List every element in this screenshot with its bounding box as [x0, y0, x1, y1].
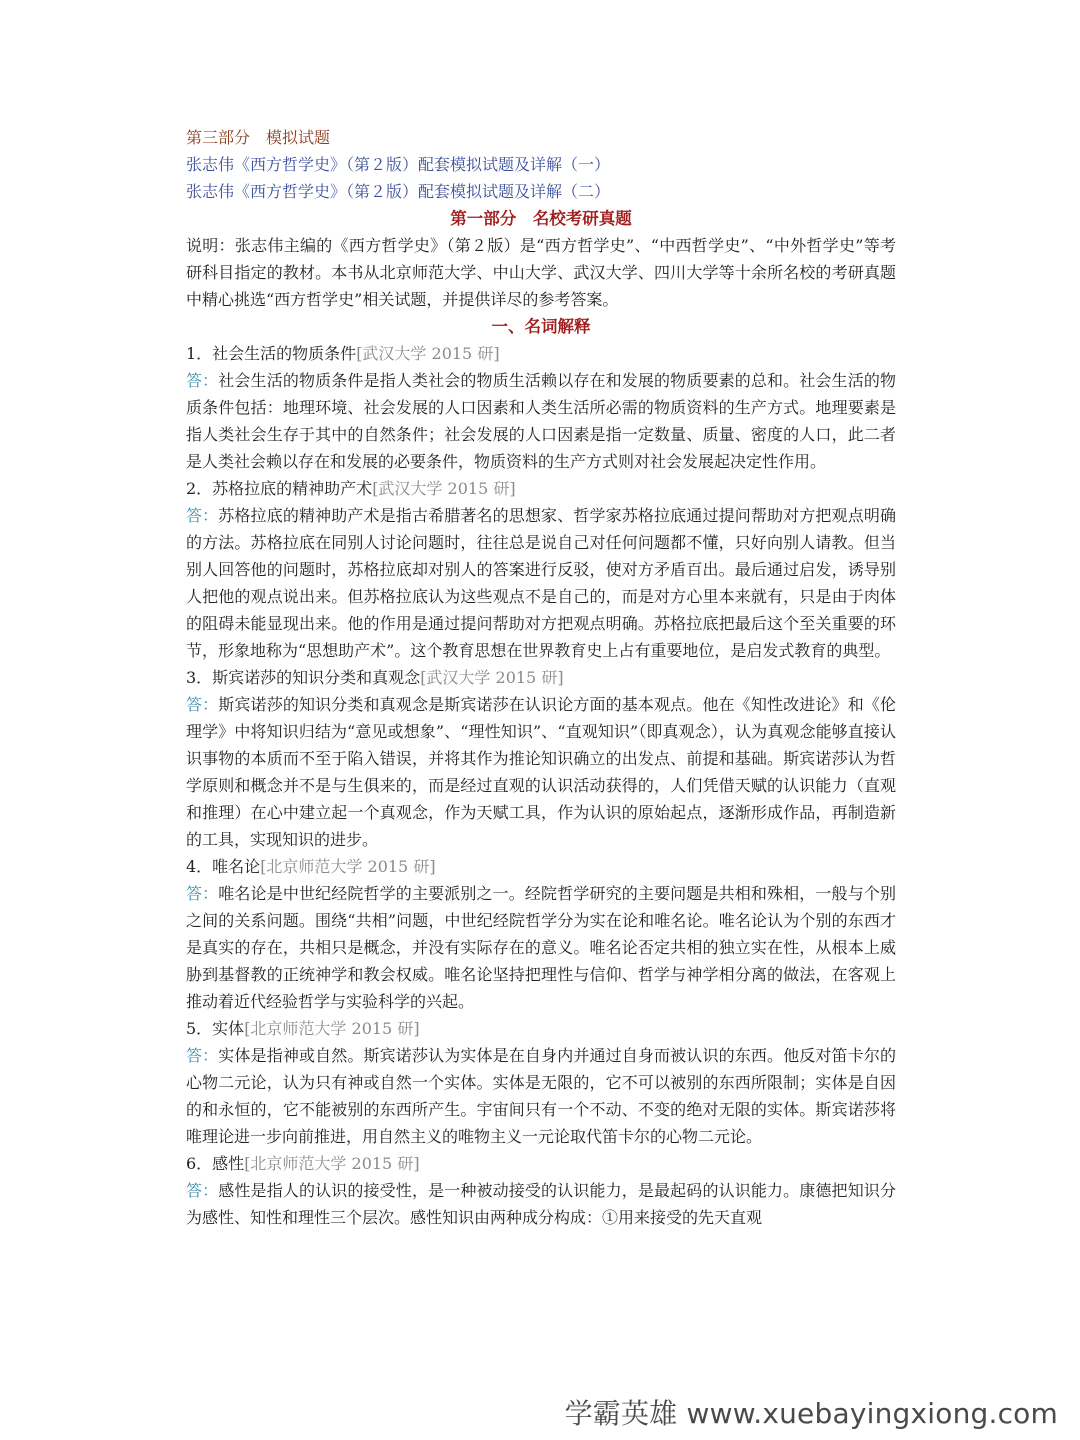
question-title [186, 340, 896, 367]
answer [186, 880, 896, 1015]
question-text: 2．苏格拉底的精神助产术 [186, 479, 373, 498]
answer [186, 502, 896, 664]
question-title [186, 853, 896, 880]
site-watermark: 学霸英雄 www.xuebayingxiong.com [564, 1397, 1058, 1430]
question-block-6 [186, 1150, 896, 1231]
question-title [186, 664, 896, 691]
answer-label: 答： [186, 1046, 219, 1065]
question-text: 1．社会生活的物质条件 [186, 344, 357, 363]
question-title [186, 1015, 896, 1042]
question-title [186, 1150, 896, 1177]
answer [186, 1177, 896, 1231]
answer [186, 367, 896, 475]
answer-text: 苏格拉底的精神助产术是指古希腊著名的思想家、哲学家苏格拉底通过提问帮助对方把观点明确的方法。苏格拉底在同别人讨论问题时，往往总是说自己对任何问题都不懂，只好向别人请教。但当别人回答他的问题时，苏格拉底却对别人的答案进行反驳，使对方矛盾百出。最后通过启发，诱导别人把他的观点说出来。但苏格拉底认为这些观点不是自己的，而是对方心里本来就有，只是由于肉体的阻碍未能显现出来。他的作用是通过提问帮助对方把观点明确。苏格拉底把最后这个至关重要的环节，形象地称为“思想助产术”。这个教育思想在世界教育史上占有重要地位，是启发式教育的典型。 [186, 506, 896, 660]
answer-text: 斯宾诺莎的知识分类和真观念是斯宾诺莎在认识论方面的基本观点。他在《知性改进论》和《伦理学》中将知识归结为“意见或想象”、“理性知识”、“直观知识”（即真观念），认为真观念能够直接认识事物的本质而不至于陷入错误，并将其作为推论知识确立的出发点、前提和基础。斯宾诺莎认为哲学原则和概念并不是与生俱来的，而是经过直观的认识活动获得的，人们凭借天赋的认识能力（直观和推理）在心中建立起一个真观念，作为天赋工具，作为认识的原始起点，逐渐形成作品，再制造新的工具，实现知识的进步。 [186, 695, 896, 849]
question-source: [武汉大学 2015 研] [372, 479, 516, 498]
question-source: [武汉大学 2015 研] [420, 668, 564, 687]
answer-label: 答： [186, 1181, 219, 1200]
question-block-2 [186, 475, 896, 664]
question-text: 6．感性 [186, 1154, 245, 1173]
section-title: 一、名词解释 [491, 317, 591, 336]
question-block-5 [186, 1015, 896, 1150]
intro-note: 说明：张志伟主编的《西方哲学史》（第２版）是“西方哲学史”、“中西哲学史”、“中外哲学史”等考研科目指定的教材。本书从北京师范大学、中山大学、武汉大学、四川大学等十余所名校的考研真题中精心挑选“西方哲学史”相关试题，并提供详尽的参考答案。 [186, 236, 896, 309]
toc-item-2[interactable]: 张志伟《西方哲学史》（第２版）配套模拟试题及详解（二） [186, 182, 611, 201]
question-text: 4．唯名论 [186, 857, 261, 876]
question-source: [武汉大学 2015 研] [356, 344, 500, 363]
answer-text: 社会生活的物质条件是指人类社会的物质生活赖以存在和发展的物质要素的总和。社会生活的物质条件包括：地理环境、社会发展的人口因素和人类生活所必需的物质资料的生产方式。地理要素是指人类社会生存于其中的自然条件；社会发展的人口因素是指一定数量、质量、密度的人口，此二者是人类社会赖以存在和发展的必要条件，物质资料的生产方式则对社会发展起决定性作用。 [186, 371, 896, 471]
answer-label: 答： [186, 506, 219, 525]
answer-text: 实体是指神或自然。斯宾诺莎认为实体是在自身内并通过自身而被认识的东西。他反对笛卡尔的心物二元论，认为只有神或自然一个实体。实体是无限的，它不可以被别的东西所限制；实体是自因的和永恒的，它不能被别的东西所产生。宇宙间只有一个不动、不变的绝对无限的实体。斯宾诺莎将唯理论进一步向前推进，用自然主义的唯物主义一元论取代笛卡尔的心物二元论。 [186, 1046, 896, 1146]
toc-item-1[interactable]: 张志伟《西方哲学史》（第２版）配套模拟试题及详解（一） [186, 155, 611, 174]
question-source: [北京师范大学 2015 研] [244, 1154, 420, 1173]
question-block-4 [186, 853, 896, 1015]
question-block-1 [186, 340, 896, 475]
toc-section-link[interactable]: 第三部分 模拟试题 [186, 128, 331, 147]
answer-text: 唯名论是中世纪经院哲学的主要派别之一。经院哲学研究的主要问题是共相和殊相，一般与个别之间的关系问题。围绕“共相”问题，中世纪经院哲学分为实在论和唯名论。唯名论认为个别的东西才是真实的存在，共相只是概念，并没有实际存在的意义。唯名论否定共相的独立实在性，从根本上威胁到基督教的正统神学和教会权威。唯名论坚持把理性与信仰、哲学与神学相分离的做法，在客观上推动着近代经验哲学与实验科学的兴起。 [186, 884, 896, 1011]
answer-label: 答： [186, 884, 219, 903]
answer-text: 感性是指人的认识的接受性，是一种被动接受的认识能力，是最起码的认识能力。康德把知识分为感性、知性和理性三个层次。感性知识由两种成分构成：①用来接受的先天直观 [186, 1181, 896, 1227]
answer-label: 答： [186, 695, 219, 714]
question-text: 3．斯宾诺莎的知识分类和真观念 [186, 668, 421, 687]
answer-label: 答： [186, 371, 219, 390]
question-text: 5．实体 [186, 1019, 245, 1038]
question-block-3 [186, 664, 896, 853]
question-title [186, 475, 896, 502]
answer [186, 691, 896, 853]
document-page [186, 124, 896, 1231]
answer [186, 1042, 896, 1150]
part-title: 第一部分 名校考研真题 [450, 209, 632, 228]
question-source: [北京师范大学 2015 研] [260, 857, 436, 876]
question-source: [北京师范大学 2015 研] [244, 1019, 420, 1038]
